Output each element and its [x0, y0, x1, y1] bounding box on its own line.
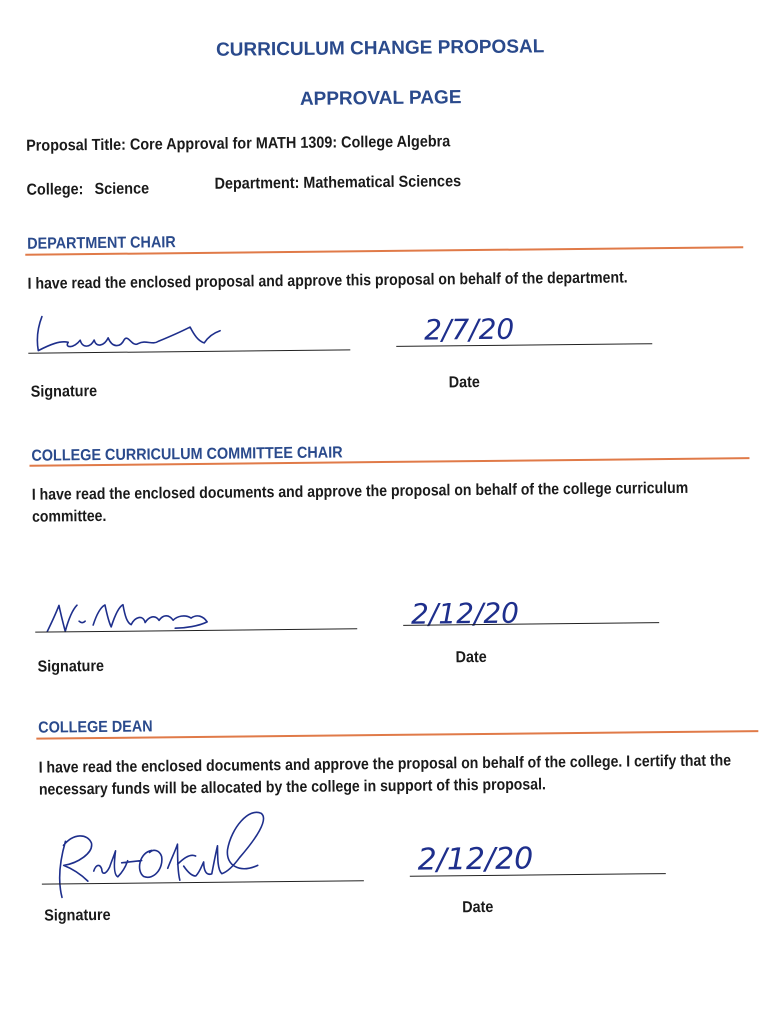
proposal-title-value: Core Approval for MATH 1309: College Algebra: [129, 133, 451, 154]
department-chair-handwritten-date: [418, 306, 538, 347]
department-value: Mathematical Sciences: [303, 173, 462, 192]
svg-text:2/12/20: 2/12/20: [410, 596, 520, 631]
document-title: CURRICULUM CHANGE PROPOSAL: [215, 36, 545, 61]
signature-label: Signature: [44, 906, 111, 925]
college-label: College:: [26, 181, 84, 199]
proposal-title-line: [26, 133, 450, 155]
college-value: Science: [94, 180, 150, 199]
section-heading-curriculum-committee-chair: COLLEGE CURRICULUM COMMITTEE CHAIR: [31, 444, 343, 465]
date-label: Date: [455, 648, 487, 667]
date-label: Date: [462, 898, 494, 917]
svg-text:2/12/20: 2/12/20: [417, 841, 534, 878]
section-heading-college-dean: COLLEGE DEAN: [38, 718, 153, 737]
date-label: Date: [448, 373, 480, 392]
signature-label: Signature: [37, 657, 105, 676]
department-label: Department:: [214, 174, 300, 193]
department-chair-statement: I have read the enclosed proposal and approve this proposal on behalf of the department.: [27, 269, 628, 293]
department-line: [214, 173, 461, 194]
document-subtitle: APPROVAL PAGE: [299, 87, 462, 110]
section-heading-department-chair: DEPARTMENT CHAIR: [27, 234, 176, 253]
signature-label: Signature: [30, 383, 98, 401]
proposal-title-label: Proposal Title:: [26, 136, 126, 155]
college-line: [27, 180, 150, 199]
svg-text:2/7/20: 2/7/20: [423, 312, 515, 347]
curriculum-committee-statement: I have read the enclosed documents and approve the proposal on behalf of the college curriculum committee.: [31, 479, 689, 526]
college-dean-signature: [43, 809, 284, 902]
college-dean-statement: I have read the enclosed documents and approve the proposal on behalf of the college. I certify that the necessary funds will be allocated by the college in support of this proposal.: [38, 752, 732, 799]
